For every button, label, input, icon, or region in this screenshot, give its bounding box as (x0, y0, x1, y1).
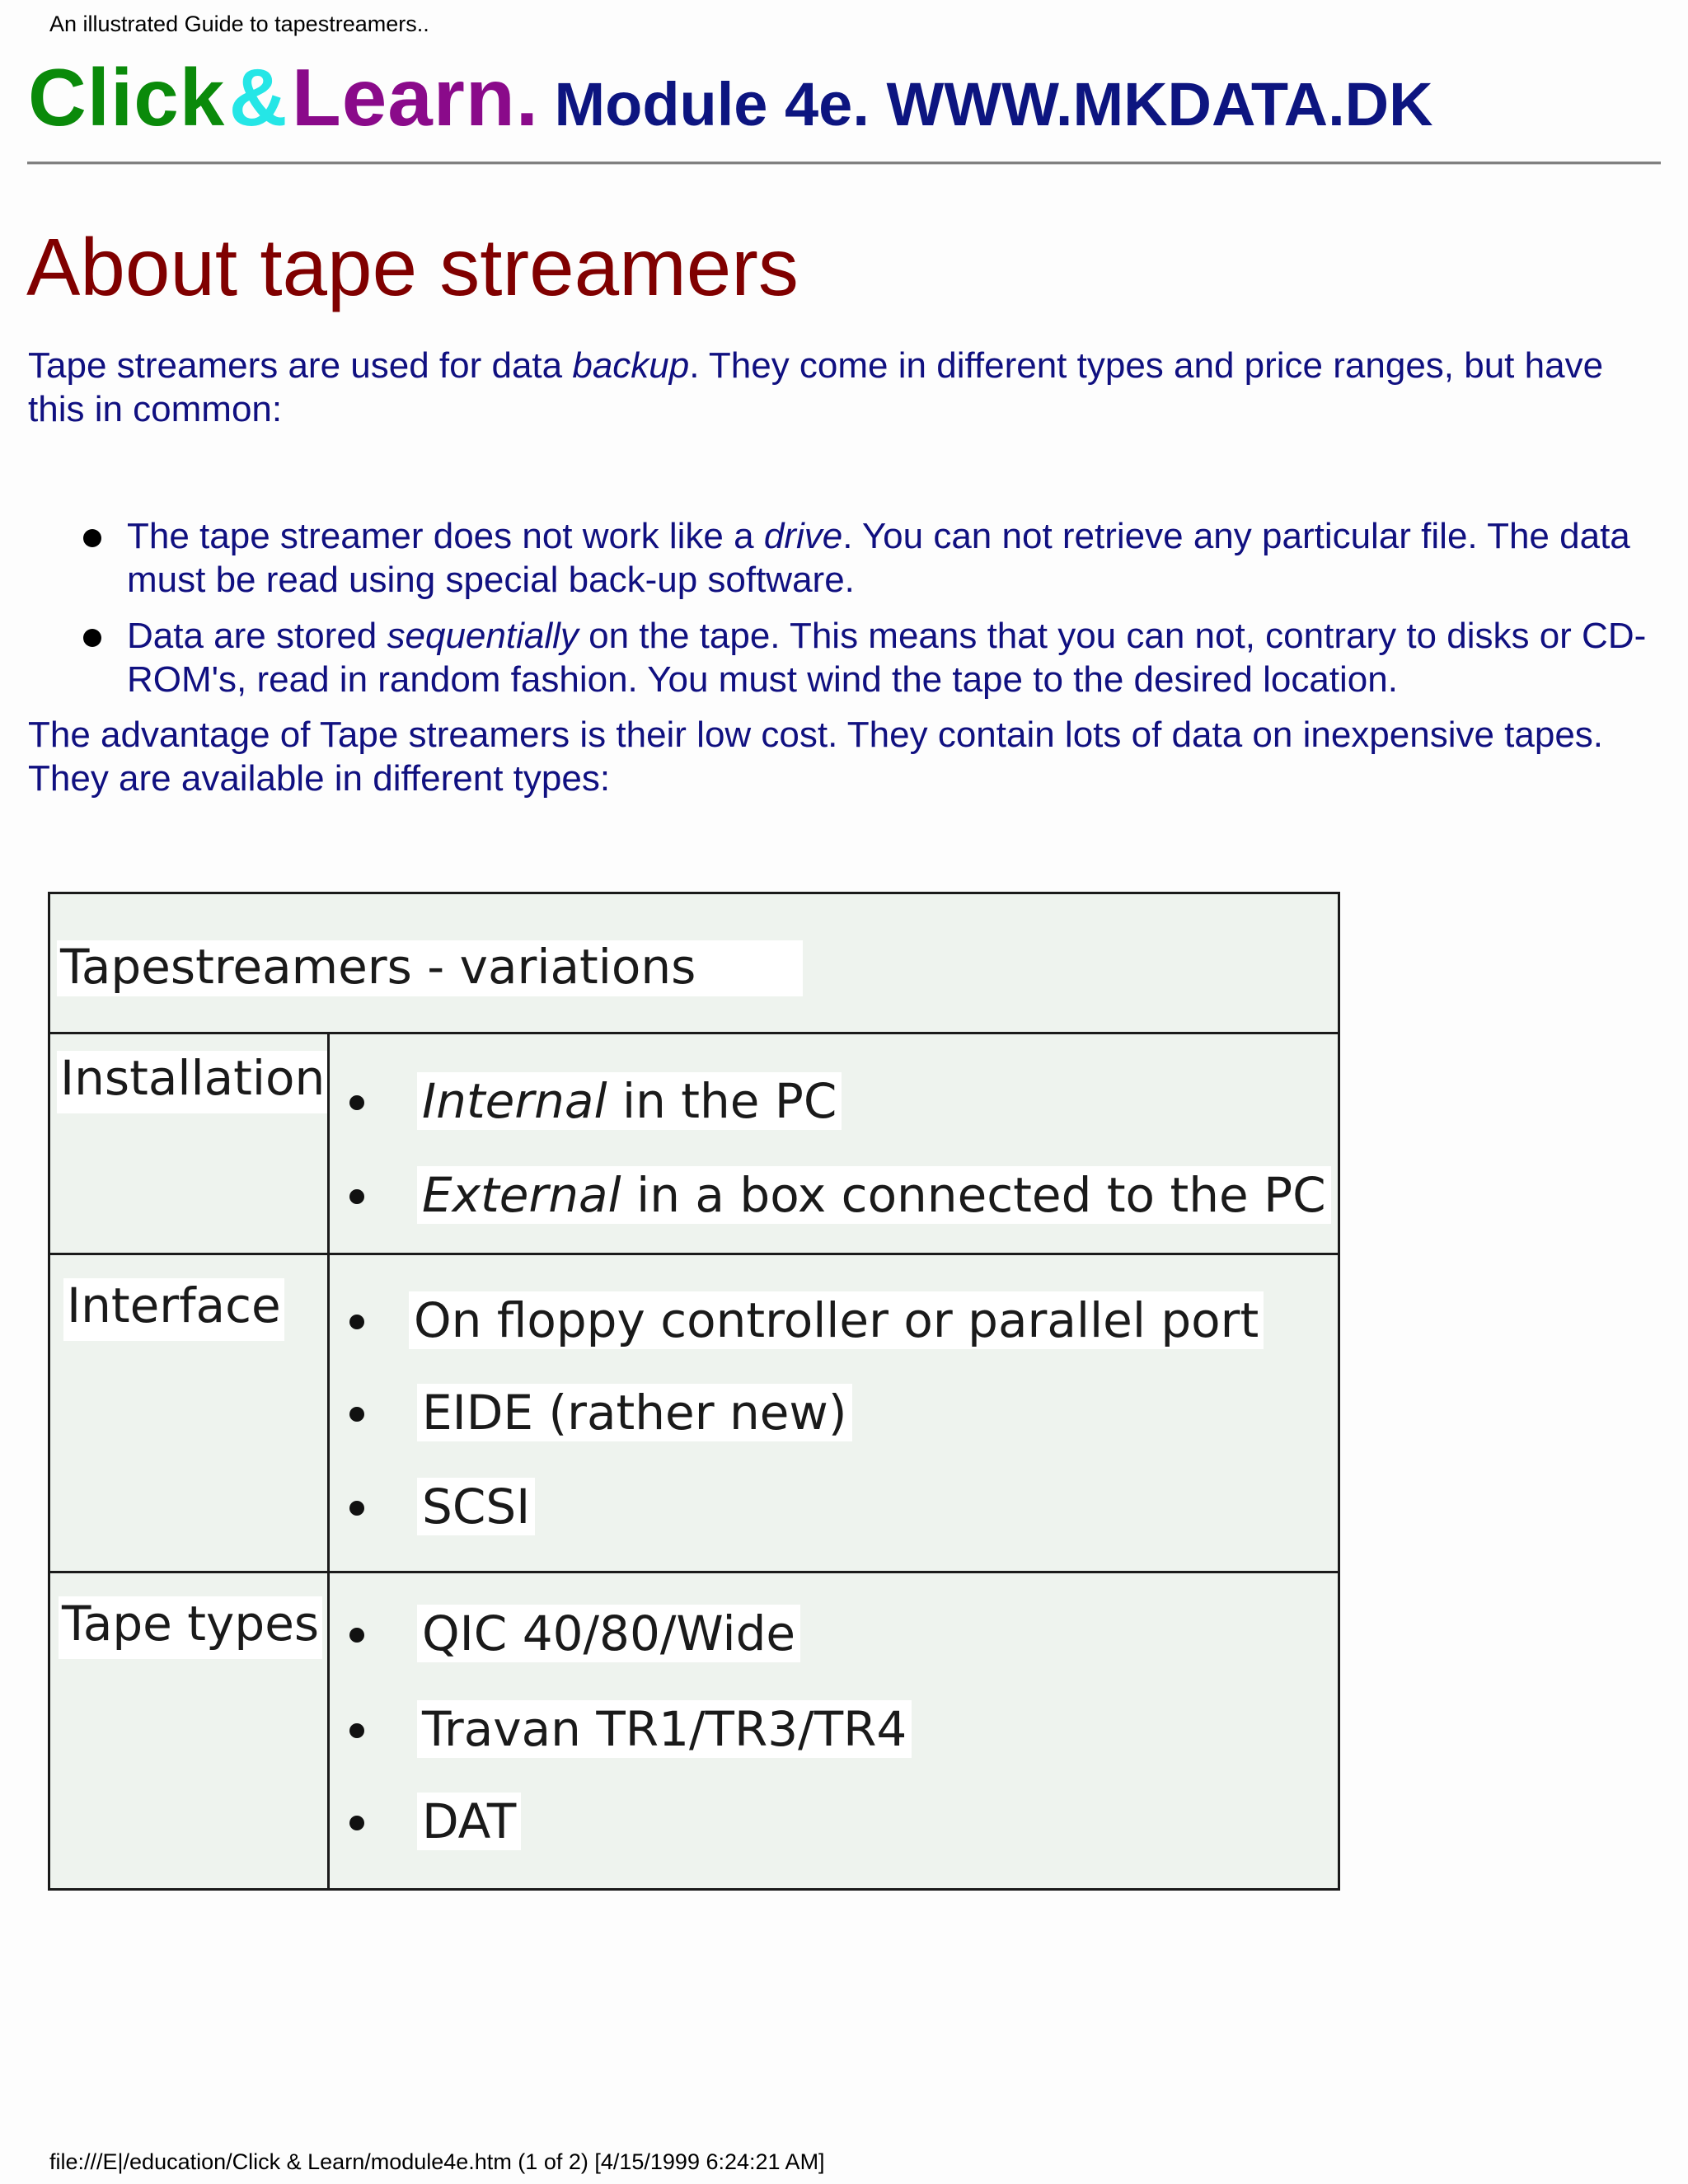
table-item (330, 1384, 1338, 1441)
table-item-text: DAT (417, 1793, 521, 1850)
list-item-text-2: . You can not retrieve any particular file. The data must be read using special back-up software. (127, 516, 1630, 600)
row-items (330, 1573, 1338, 1888)
table-item (330, 1072, 1338, 1130)
banner-ampersand: & (228, 52, 288, 143)
table-title: Tapestreamers - variations (57, 940, 803, 996)
intro-text-2: . They come in different types and price ranges, but have this in common: (28, 345, 1604, 429)
bullet-icon (349, 1723, 364, 1738)
table-item-text: QIC 40/80/Wide (417, 1605, 800, 1662)
table-item-emphasis: External (422, 1167, 621, 1223)
table-item (330, 1166, 1338, 1224)
bullet-icon (83, 529, 101, 547)
row-label-tape-types: Tape types (59, 1596, 322, 1659)
table-item (330, 1605, 1338, 1662)
list-item-text-2: on the tape. This means that you can not, contrary to disks or CD-ROM's, read in random fashion. You must wind the tape to the desired location. (127, 616, 1647, 700)
table-item-emphasis: Internal (422, 1073, 607, 1129)
page-title: About tape streamers (26, 222, 799, 312)
table-item-label: in a box connected to the PC (621, 1167, 1326, 1223)
table-item (330, 1793, 1338, 1850)
bullet-icon (349, 1095, 364, 1110)
row-label-installation: Installation (57, 1051, 328, 1113)
table-row-tape-types (50, 1573, 1338, 1888)
variations-table (48, 892, 1340, 1891)
common-features-list (28, 514, 1660, 714)
bullet-icon (349, 1501, 364, 1516)
banner-module: Module 4e. WWW.MKDATA.DK (554, 70, 1433, 138)
table-item-text: Travan TR1/TR3/TR4 (417, 1700, 912, 1758)
table-title-row (50, 894, 1338, 1034)
print-header: An illustrated Guide to tapestreamers.. (49, 12, 429, 36)
table-item-text: On floppy controller or parallel port (409, 1291, 1264, 1349)
row-items (330, 1034, 1338, 1253)
table-item-label: in the PC (607, 1073, 837, 1129)
table-item (330, 1291, 1338, 1349)
bullet-icon (83, 629, 101, 647)
site-banner (28, 51, 1433, 144)
bullet-icon (349, 1628, 364, 1643)
banner-click: Click (28, 52, 226, 143)
bullet-icon (349, 1315, 364, 1329)
list-item (28, 514, 1660, 602)
table-item-text: EIDE (rather new) (417, 1384, 852, 1441)
banner-learn: Learn. (291, 52, 540, 143)
intro-text-1: Tape streamers are used for data (28, 345, 573, 386)
list-item-emphasis: sequentially (387, 616, 579, 656)
table-item-text: SCSI (417, 1478, 535, 1535)
table-item-text (417, 1166, 1331, 1224)
row-items (330, 1255, 1338, 1571)
table-row-installation (50, 1034, 1338, 1255)
header-rule (27, 162, 1661, 165)
list-item (28, 614, 1660, 701)
table-row-interface (50, 1255, 1338, 1573)
table-item-text (417, 1072, 842, 1130)
print-footer: file:///E|/education/Click & Learn/module4e.htm (1 of 2) [4/15/1999 6:24:21 AM] (49, 2149, 825, 2174)
list-item-emphasis: drive (763, 516, 843, 556)
list-item-text-1: The tape streamer does not work like a (127, 516, 764, 556)
bullet-icon (349, 1816, 364, 1830)
bullet-icon (349, 1407, 364, 1422)
intro-paragraph (28, 344, 1660, 431)
intro-emphasis: backup (572, 345, 690, 386)
bullet-icon (349, 1189, 364, 1204)
table-item (330, 1700, 1338, 1758)
outro-paragraph: The advantage of Tape streamers is their low cost. They contain lots of data on inexpensive tapes. They are available in different types: (28, 715, 1604, 799)
table-item (330, 1478, 1338, 1535)
list-item-text-1: Data are stored (127, 616, 387, 656)
row-label-interface: Interface (63, 1278, 284, 1341)
